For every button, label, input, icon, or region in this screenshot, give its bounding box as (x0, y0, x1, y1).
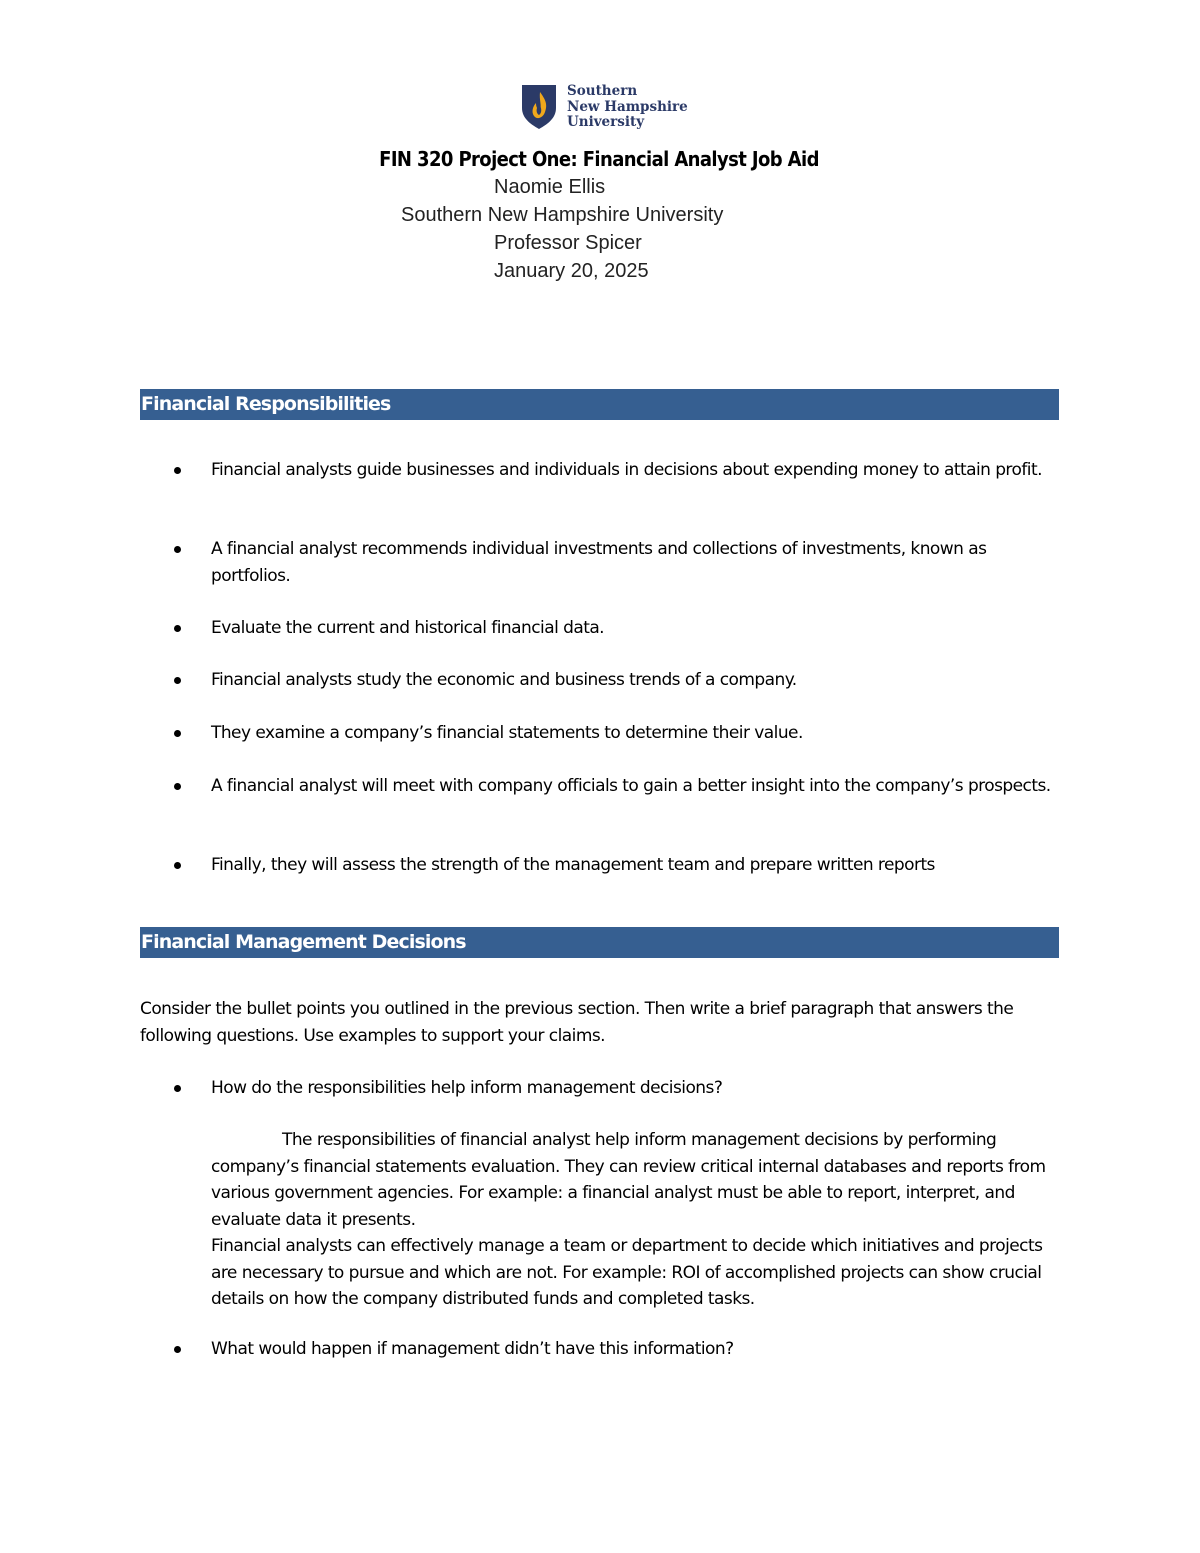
school-name: Southern New Hampshire University (401, 204, 724, 226)
section-heading-financial-management-decisions: Financial Management Decisions (140, 927, 1059, 958)
answer-paragraph: Financial analysts can effectively manage a team or department to decide which initiatives and projects are necessary to pursue and which are not. For example: ROI of accomplished projects can show crucial details on how the company distributed funds and completed tasks. (211, 1236, 1043, 1309)
section-intro: Consider the bullet points you outlined in the previous section. Then write a brief paragraph that answers the following questions. Use examples to support your claims. (140, 999, 1014, 1046)
list-item: Financial analysts study the economic and business trends of a company. (211, 667, 1061, 694)
document-title: FIN 320 Project One: Financial Analyst Job Aid (379, 147, 819, 171)
logo-line-1: Southern (567, 83, 638, 99)
document-date: January 20, 2025 (494, 260, 649, 282)
list-item: A financial analyst will meet with company officials to gain a better insight into the company’s prospects. (211, 773, 1061, 800)
logo-line-3: University (567, 114, 645, 130)
logo-line-2: New Hampshire (567, 98, 688, 115)
question-item: How do the responsibilities help inform management decisions? (211, 1075, 1061, 1102)
author-name: Naomie Ellis (494, 176, 606, 198)
answer-block (211, 1127, 1061, 1313)
list-item: They examine a company’s financial statements to determine their value. (211, 720, 1061, 747)
answer-paragraph: The responsibilities of financial analyst help inform management decisions by performing company’s financial statements evaluation. They can review critical internal databases and reports from various government agencies. For example: a financial analyst must be able to report, interpret, and evaluate data it presents. (211, 1130, 1046, 1230)
shield-flame-icon (521, 84, 557, 130)
list-item: Financial analysts guide businesses and individuals in decisions about expending money to attain profit. (211, 457, 1061, 484)
professor-name: Professor Spicer (494, 232, 642, 254)
list-item: Finally, they will assess the strength of the management team and prepare written reports (211, 852, 1061, 879)
section-heading-financial-responsibilities: Financial Responsibilities (140, 389, 1059, 420)
list-item: Evaluate the current and historical financial data. (211, 615, 1061, 642)
list-item: A financial analyst recommends individual investments and collections of investments, known as portfolios. (211, 536, 1061, 589)
question-item: What would happen if management didn’t have this information? (211, 1336, 1061, 1363)
university-logo (521, 84, 691, 134)
